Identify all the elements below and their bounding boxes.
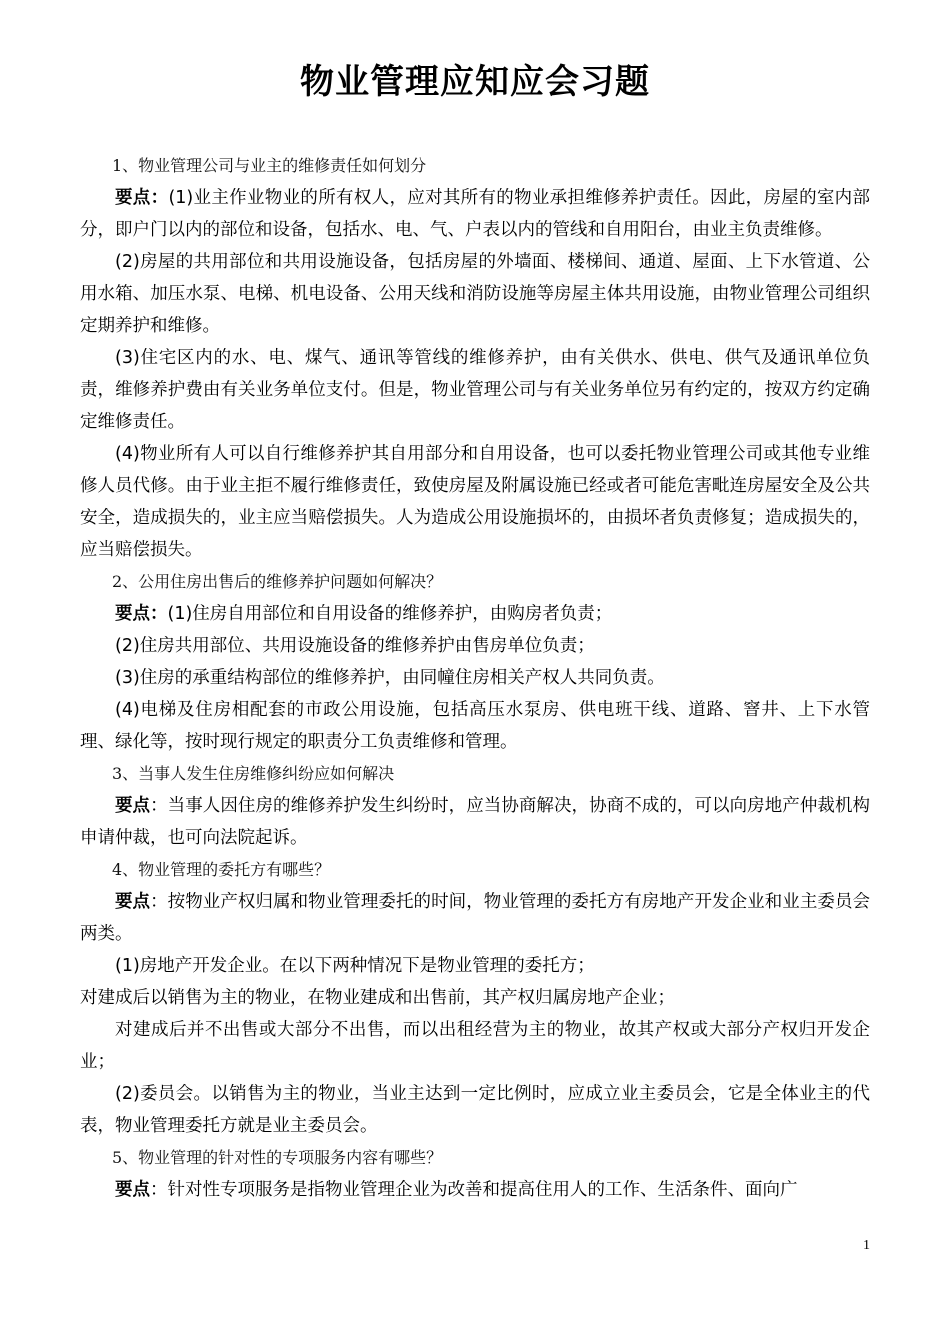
key-label: 要点 xyxy=(115,604,150,624)
q1-answer-2: (2)房屋的共用部位和共用设施设备，包括房屋的外墙面、楼梯间、通道、屋面、上下水管道、公用水箱、加压水泵、电梯、机电设备、公用天线和消防设施等房屋主体共用设施，由物业管理公司组织定期养护和维修。 xyxy=(80,252,870,336)
q1-answer-1-text: (1)业主作业物业的所有权人，应对其所有的物业承担维修养护责任。因此，房屋的室内部分，即户门以内的部位和设备，包括水、电、气、户表以内的管线和自用阳台，由业主负责维修。 xyxy=(80,188,870,240)
q5-answer-1-text: ：针对性专项服务是指物业管理企业为改善和提高住用人的工作、生活条件、面向广 xyxy=(150,1180,798,1200)
question-1: 1、物业管理公司与业主的维修责任如何划分 xyxy=(112,156,427,175)
q4-answer-2: (1)房地产开发企业。在以下两种情况下是物业管理的委托方； xyxy=(115,956,595,976)
q2-answer-1-text: (1)住房自用部位和自用设备的维修养护，由购房者负责； xyxy=(167,604,613,624)
q4-answer-3: 对建成后以销售为主的物业，在物业建成和出售前，其产权归属房地产企业； xyxy=(80,988,675,1008)
question-4: 4、物业管理的委托方有哪些？ xyxy=(112,860,331,879)
page-title: 物业管理应知应会习题 xyxy=(300,62,650,102)
question-5: 5、物业管理的针对性的专项服务内容有哪些？ xyxy=(112,1148,443,1167)
key-label: 要点 xyxy=(115,892,151,912)
key-label: 要点 xyxy=(115,796,151,816)
document-body xyxy=(80,150,870,1206)
q1-answer-4: (4)物业所有人可以自行维修养护其自用部分和自用设备，也可以委托物业管理公司或其他专业维修人员代修。由于业主拒不履行维修责任，致使房屋及附属设施已经或者可能危害毗连房屋安全及公共安全，造成损失的，业主应当赔偿损失。人为造成公用设施损坏的，由损坏者负责修复；造成损失的，应当赔偿损失。 xyxy=(80,444,870,560)
q4-answer-1 xyxy=(80,886,870,950)
q1-answer-3: (3)住宅区内的水、电、煤气、通讯等管线的维修养护，由有关供水、供电、供气及通讯单位负责，维修养护费由有关业务单位支付。但是，物业管理公司与有关业务单位另有约定的，按双方约定确定维修责任。 xyxy=(80,348,870,432)
q2-answer-2: (2)住房共用部位、共用设施设备的维修养护由售房单位负责； xyxy=(115,636,595,656)
q5-answer-1 xyxy=(80,1174,870,1206)
key-label: 要点 xyxy=(115,1180,150,1200)
key-colon: ： xyxy=(150,188,169,208)
q4-answer-1-text: ：按物业产权归属和物业管理委托的时间，物业管理的委托方有房地产开发企业和业主委员会两类。 xyxy=(80,892,871,944)
page-number: 1 xyxy=(863,1238,870,1253)
question-3: 3、当事人发生住房维修纠纷应如何解决 xyxy=(112,764,395,783)
key-colon: ： xyxy=(150,604,168,624)
q4-answer-5: (2)委员会。以销售为主的物业，当业主达到一定比例时，应成立业主委员会，它是全体业主的代表，物业管理委托方就是业主委员会。 xyxy=(80,1084,870,1136)
question-2: 2、公用住房出售后的维修养护问题如何解决？ xyxy=(112,572,443,591)
q2-answer-4: (4)电梯及住房相配套的市政公用设施，包括高压水泵房、供电班干线、道路、窨井、上下水管理、绿化等，按时现行规定的职责分工负责维修和管理。 xyxy=(80,700,870,752)
q1-answer-1 xyxy=(80,182,870,246)
q4-answer-4: 对建成后并不出售或大部分不出售，而以出租经营为主的物业，故其产权或大部分产权归开发企业； xyxy=(80,1020,870,1072)
q2-answer-1 xyxy=(80,598,870,630)
q3-answer-1 xyxy=(80,790,870,854)
q2-answer-3: (3)住房的承重结构部位的维修养护，由同幢住房相关产权人共同负责。 xyxy=(115,668,665,688)
key-label: 要点 xyxy=(115,188,151,208)
q3-answer-1-text: ：当事人因住房的维修养护发生纠纷时，应当协商解决，协商不成的，可以向房地产仲裁机构申请仲裁，也可向法院起诉。 xyxy=(80,796,871,848)
